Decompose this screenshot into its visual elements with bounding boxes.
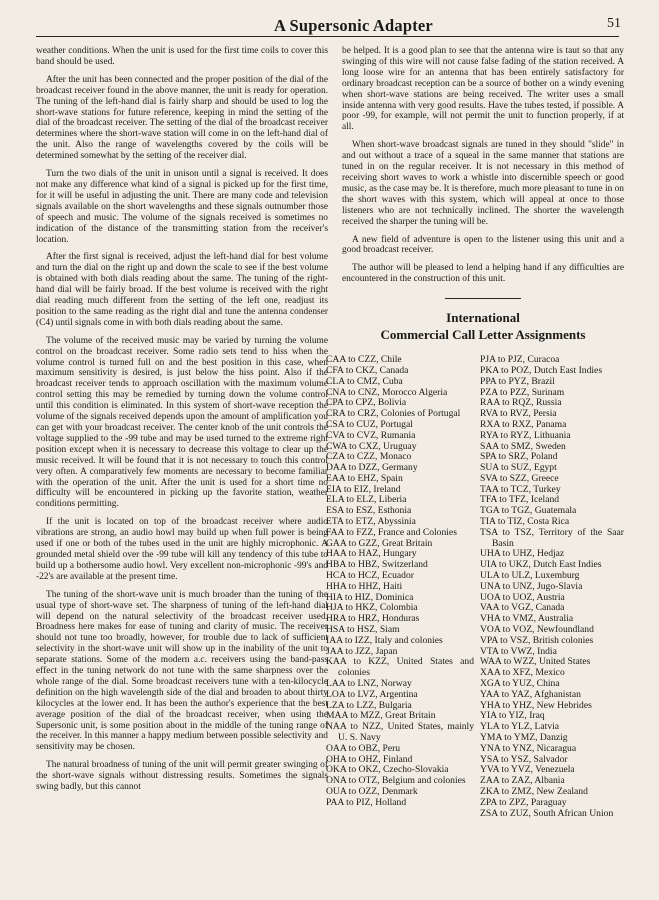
call-letter-entry: PJA to PJZ, Curacoa [480, 354, 560, 366]
call-letter-entry: CNA to CNZ, Morocco Algeria [326, 386, 448, 398]
call-letter-entry: SAA to SMZ, Sweden [480, 440, 566, 452]
call-letter-entry: ESA to ESZ, Esthonia [326, 505, 412, 517]
call-letter-entry: HJA to HKZ, Colombia [326, 602, 418, 614]
call-letter-entry: TIA to TIZ, Costa Rica [480, 516, 570, 528]
call-letter-entry: VTA to VWZ, India [480, 645, 557, 657]
call-letter-entry: OAA to OBZ, Peru [326, 742, 401, 754]
call-letter-entry: IAA to IZZ, Italy and colonies [326, 634, 443, 646]
call-letter-entry: RVA to RVZ, Persia [480, 408, 557, 420]
call-letter-entry: CZA to CZZ, Monaco [326, 451, 412, 463]
call-letter-entry: CLA to CMZ, Cuba [326, 375, 403, 387]
call-letter-entry: LZA to LZZ, Bulgaria [326, 699, 412, 711]
call-letter-entry: GAA to GZZ, Great Britain [326, 537, 433, 549]
paragraph: Turn the two dials of the unit in unison until a signal is received. It does not make any difference what kind of a signal is picked up for the first time, for it will be useful in adjusting the unit. There are many code and television signals available on the short wavelengths and these signals outnumber those of speech and music. The volume of the signals received is sometimes no indication of the distance of the transmitting station from the receiver's location. [36, 169, 328, 245]
section-divider [445, 298, 521, 299]
call-letter-entry: CWA to CXZ, Uruguay [326, 440, 417, 452]
paragraph: If the unit is located on top of the broadcast receiver where audio vibrations are strong, an audio howl may build up when full power is being used if one or both of the tubes used in the unit are highly microphonic. A grounded metal shield over the -99 tube will kill any tendency of this tube to build up a bothersome audio howl. Very excellent non-microphonic -99's and -22's are available at the present time. [36, 517, 328, 582]
call-letter-entry: HAA to HAZ, Hungary [326, 548, 417, 560]
call-letter-entry: UHA to UHZ, Hedjaz [480, 548, 565, 560]
call-letter-entry: YAA to YAZ, Afghanistan [480, 688, 581, 700]
call-letter-entry: HCA to HCZ, Ecuador [326, 570, 414, 582]
call-letter-entry: UIA to UKZ, Dutch East Indies [480, 559, 602, 571]
call-letter-entry: YSA to YSZ, Salvador [480, 753, 568, 765]
call-letter-entry: WAA to WZZ, United States [480, 656, 591, 668]
paragraph: A new field of adventure is open to the listener using this unit and a good broadcast receiver. [342, 234, 624, 256]
call-letter-entry: ULA to ULZ, Luxemburg [480, 570, 580, 582]
call-letter-entry: LOA to LVZ, Argentina [326, 688, 418, 700]
call-letter-entry: ONA to OTZ, Belgium and colonies [326, 775, 466, 787]
right-body-text [342, 46, 624, 285]
call-letter-entry: OUA to OZZ, Denmark [326, 786, 418, 797]
call-letter-entry: TAA to TCZ, Turkey [480, 483, 561, 495]
call-letter-entry: EAA to EHZ, Spain [326, 472, 403, 484]
call-letter-entry: UOA to UOZ, Austria [480, 591, 565, 603]
call-letter-entry: PZA to PZZ, Surinam [480, 386, 565, 398]
call-letter-entry: JAA to JZZ, Japan [326, 645, 398, 657]
call-letter-entry: MAA to MZZ, Great Britain [326, 710, 436, 722]
call-letter-entry: UNA to UNZ, Jugo-Slavia [480, 580, 583, 592]
call-letter-entry: ZPA to ZPZ, Paraguay [480, 796, 567, 808]
call-letter-entry: ETA to ETZ, Abyssinia [326, 516, 416, 528]
call-letter-entry: YVA to YVZ, Venezuela [480, 764, 575, 776]
paragraph: The volume of the received music may be varied by turning the volume control on the broadcast receiver. Some radio sets tend to hiss when the volume control is turned full on and the best position in this case, when maximum sensitivity is desired, is just below the hiss point. Also if the broadcast receiver tends to approach oscillation with the maximum volume control setting this may be remedied by turning down the volume control until this condition is eliminated. In this system of short-wave reception the volume of the signals received depends upon the amount of amplification you can get with your broadcast receiver. The center knob of the unit controls the voltage supplied to the -99 tube and may be used turned to the extreme right position except when it is necessary to decrease this voltage to clear up the music received. It will be found that it is not necessary to touch this control very often. A comparatively few moments are necessary to become familiar with the operation of the unit. After the unit is used for a short time no difficulty will be encountered in picking up the favorite station, weather conditions permitting. [36, 335, 328, 510]
paragraph: After the first signal is received, adjust the left-hand dial for best volume and turn the dial on the right up and down the scale to see if the best volume is obtained with both dials reading about the same. The tuning of the right-hand dial will be fairly broad. If the best volume is received with the right dial reading much different from the setting of the left one, readjust its position to the same reading as the right dial and tune the antenna condenser (C4) until signals come in with both dials reading about the same. [36, 252, 328, 328]
call-letter-entry: YLA to YLZ, Latvia [480, 721, 560, 733]
call-letter-entry: OHA to OHZ, Finland [326, 753, 413, 765]
call-letter-entry: CAA to CZZ, Chile [326, 354, 402, 366]
call-letter-entry: HHA to HHZ, Haiti [326, 580, 403, 592]
call-letter-entry: XGA to YUZ, China [480, 678, 560, 690]
section-title-line-2: Commercial Call Letter Assignments [380, 327, 586, 343]
call-letter-entry: OKA to OKZ, Czecho-Slovakia [326, 764, 449, 776]
call-letter-entry: YMA to YMZ, Danzig [480, 732, 568, 744]
paragraph: The natural broadness of tuning of the unit will permit greater swinging of the short-wave signals without distressing results. Sometimes the signals swing badly, but this cannot [36, 760, 328, 793]
call-letter-entry: CPA to CPZ, Bolivia [326, 397, 407, 409]
call-letter-entry: HIA to HIZ, Dominica [326, 591, 414, 603]
call-letter-entry: YNA to YNZ, Nicaragua [480, 742, 577, 754]
call-letter-entry: HRA to HRZ, Honduras [326, 613, 420, 625]
paragraph: The author will be pleased to lend a helping hand if any difficulties are encountered in the construction of this unit. [342, 263, 624, 285]
call-letter-entry: TGA to TGZ, Guatemala [480, 505, 577, 517]
call-letter-entry: CVA to CVZ, Rumania [326, 429, 416, 441]
call-letter-entry: YIA to YIZ, Iraq [480, 710, 545, 722]
call-letter-entry: EIA to EIZ, Ireland [326, 483, 401, 495]
right-text-column [326, 46, 624, 819]
call-letter-entry: RXA to RXZ, Panama [480, 418, 567, 430]
call-letter-entry: CSA to CUZ, Portugal [326, 418, 413, 430]
call-letter-entry: PKA to POZ, Dutch East Indies [480, 364, 603, 376]
call-letter-entry: ELA to ELZ, Liberia [326, 494, 407, 506]
call-letter-entry: KAA to KZZ, United States and colonies [326, 656, 474, 679]
call-letter-entry: HSA to HSZ, Siam [326, 624, 400, 636]
paragraph: be helped. It is a good plan to see that the antenna wire is taut so that any swinging of this wire will not cause false fading of the station received. A long loose wire for an antenna that has been entirely satisfactory for ordinary broadcast reception can be a source of bother on a windy evening when short-wave stations are being received. The writer uses a small inside antenna with very good results. Have the tubes tested, if possible. A poor -99, for example, will not permit the unit to function properly, if at all. [342, 46, 624, 133]
paragraph: When short-wave broadcast signals are tuned in they should "slide" in and out without a trace of a squeal in the same manner that stations are tuned in on the regular receiver. It is not necessary in this method of receiving short waves to work a whistle into discernible speech or good music, as the case may be. It is therefore, much more pleasant to tune in on the short waves with this system, which will appeal at once to those listeners who are not technically inclined. The shorter the wavelength received the sharper the tuning will be. [342, 140, 624, 227]
call-letter-entry: RAA to RQZ, Russia [480, 397, 562, 409]
call-letter-entry: VOA to VOZ, Newfoundland [480, 624, 594, 636]
call-letter-entry: LAA to LNZ, Norway [326, 678, 412, 690]
call-letter-entry: CRA to CRZ, Colonies of Portugal [326, 408, 461, 420]
call-letter-entry: NAA to NZZ, United States, mainly U. S. Navy [326, 721, 474, 744]
call-letter-entry: DAA to DZZ, Germany [326, 462, 418, 474]
paragraph: The tuning of the short-wave unit is much broader than the tuning of the usual type of short-wave set. The sharpness of tuning of the left-hand dial will depend on the natural selectivity of the broadcast receiver used. Broadness here makes for ease of tuning and clarity of music. The receiver should not tune too broadly, however, for trouble due to lack of sufficient selectivity in the short-wave unit will show up in the inability of the unit to separate stations. Some of the modern a.c. receivers using the band-pass effect in the tuning network do not tune with the same sharpness over the whole range of the dial. Some broadcast receivers tune with a ten-kilocycle definition on the high wavelength side of the dial and broaden to about thirty kilocycles at the lower end. It has been the author's experience that the best average position of the dial of the broadcast receiver, when using the Supersonic unit, is some position about in the middle of the tuning range of the receiver. In this manner a happy medium between possible selectivity and sensitivity may be chosen. [36, 589, 328, 753]
call-letter-entry: VPA to VSZ, British colonies [480, 634, 594, 646]
call-letter-table [326, 355, 624, 819]
call-letter-entry: PPA to PYZ, Brazil [480, 375, 555, 387]
paragraph: After the unit has been connected and the proper position of the dial of the broadcast receiver found in the above manner, the unit is ready for operation. The tuning of the left-hand dial is fairly sharp and should be used to log the short-wave stations for future reference, keeping in mind the setting of the dial of the broadcast receiver. The setting of the dial of the broadcast receiver determines where the short-wave station will come in on the left-hand dial of the unit. Also the range of wavelengths covered by the coils will be determined somewhat by the setting of the receiver dial. [36, 74, 328, 162]
call-letter-entry: SPA to SRZ, Poland [480, 451, 558, 463]
call-letter-entry: VHA to VMZ, Australia [480, 613, 574, 625]
call-letter-entry: RYA to RYZ, Lithuania [480, 429, 571, 441]
call-letter-entry: CFA to CKZ, Canada [326, 364, 409, 376]
paragraph: weather conditions. When the unit is used for the first time coils to cover this band should be used. [36, 46, 328, 67]
call-letter-list-left [326, 355, 474, 819]
section-title-line-1: International [446, 310, 520, 326]
page-header [36, 14, 619, 37]
call-letter-entry: SVA to SZZ, Greece [480, 472, 559, 484]
call-letter-entry: TFA to TFZ, Iceland [480, 494, 560, 506]
running-title: A Supersonic Adapter [274, 16, 433, 35]
call-letter-entry: YHA to YHZ, New Hebrides [480, 699, 592, 711]
call-letter-entry: FAA to FZZ, France and Colonies [326, 526, 457, 538]
call-letter-list-right [480, 355, 624, 819]
call-letter-entry: HBA to HBZ, Switzerland [326, 559, 428, 571]
call-letter-entry: PAA to PIZ, Holland [326, 796, 407, 808]
call-letter-entry: ZSA to ZUZ, South African Union [480, 807, 614, 819]
page-number: 51 [607, 16, 621, 31]
call-letter-entry: XAA to XFZ, Mexico [480, 667, 565, 679]
call-letter-entry: ZAA to ZAZ, Albania [480, 775, 565, 787]
left-text-column [36, 46, 328, 800]
call-letter-entry: ZKA to ZMZ, New Zealand [480, 786, 588, 797]
call-letter-entry: VAA to VGZ, Canada [480, 602, 565, 614]
call-letter-entry: TSA to TSZ, Territory of the Saar Basin [480, 526, 624, 549]
section-title [342, 309, 624, 343]
call-letter-entry: SUA to SUZ, Egypt [480, 462, 557, 474]
